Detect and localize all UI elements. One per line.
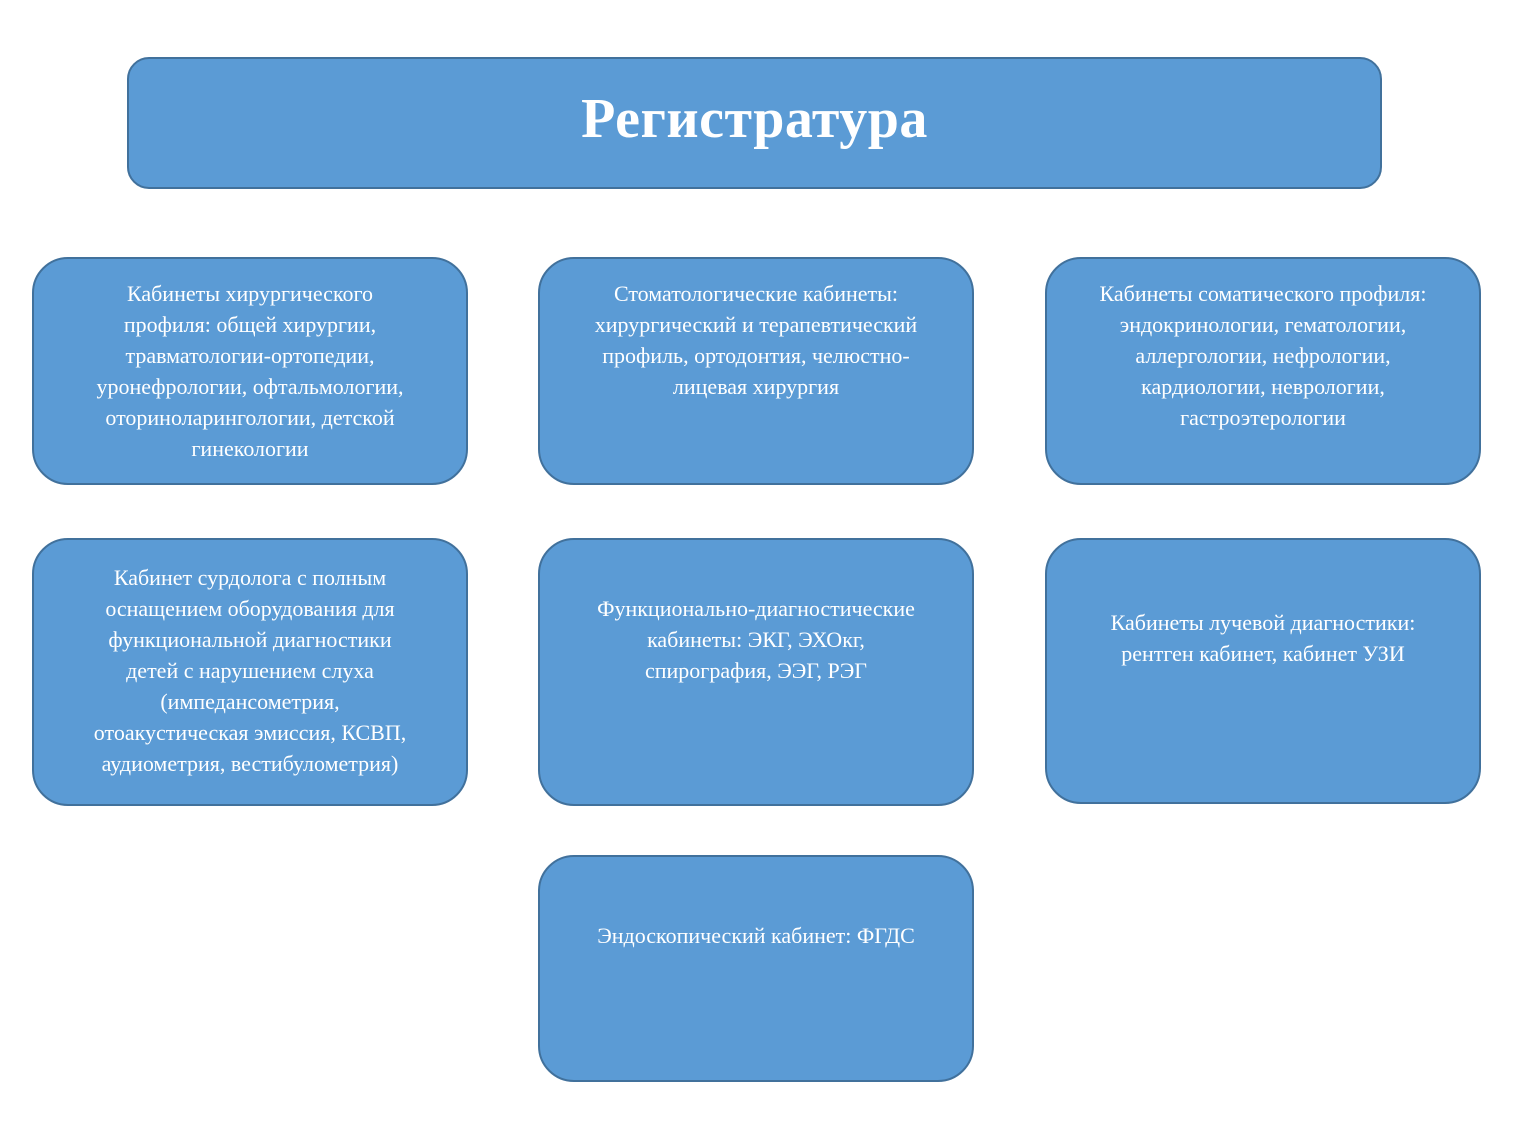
somatic-cabinets-box	[1045, 257, 1481, 485]
radiology-cabinets-box	[1045, 538, 1481, 804]
dental-cabinets-text: Стоматологические кабинеты: хирургический и терапевтический профиль, ортодонтия, челюстно- лицевая хирургия	[594, 281, 918, 399]
audiology-cabinet-box	[32, 538, 468, 806]
functional-diagnostics-box	[538, 538, 974, 806]
dental-cabinets-box	[538, 257, 974, 485]
audiology-cabinet-text: Кабинет сурдолога с полным оснащением оборудования для функциональной диагностики детей с нарушением слуха (импедансометрия, отоакустическая эмиссия, КСВП, аудиометрия, вестибулометрия)	[93, 565, 407, 776]
endoscopy-cabinet-box	[538, 855, 974, 1082]
surgical-cabinets-text: Кабинеты хирургического профиля: общей хирургии, травматологии-ортопедии, уронефрологии, офтальмологии, оториноларингологии, детской гинекологии	[96, 281, 404, 461]
endoscopy-cabinet-text: Эндоскопический кабинет: ФГДС	[597, 923, 915, 948]
radiology-cabinets-text: Кабинеты лучевой диагностики: рентген кабинет, кабинет УЗИ	[1110, 610, 1416, 666]
registry-title: Регистратура	[581, 88, 928, 150]
somatic-cabinets-text: Кабинеты соматического профиля: эндокринологии, гематологии, аллергологии, нефрологии, кардиологии, неврологии, гастроэтерологии	[1099, 281, 1427, 430]
registry-header-box	[127, 57, 1382, 189]
functional-diagnostics-text: Функционально-диагностические кабинеты: ЭКГ, ЭХОкг, спирография, ЭЭГ, РЭГ	[597, 596, 915, 683]
surgical-cabinets-box	[32, 257, 468, 485]
